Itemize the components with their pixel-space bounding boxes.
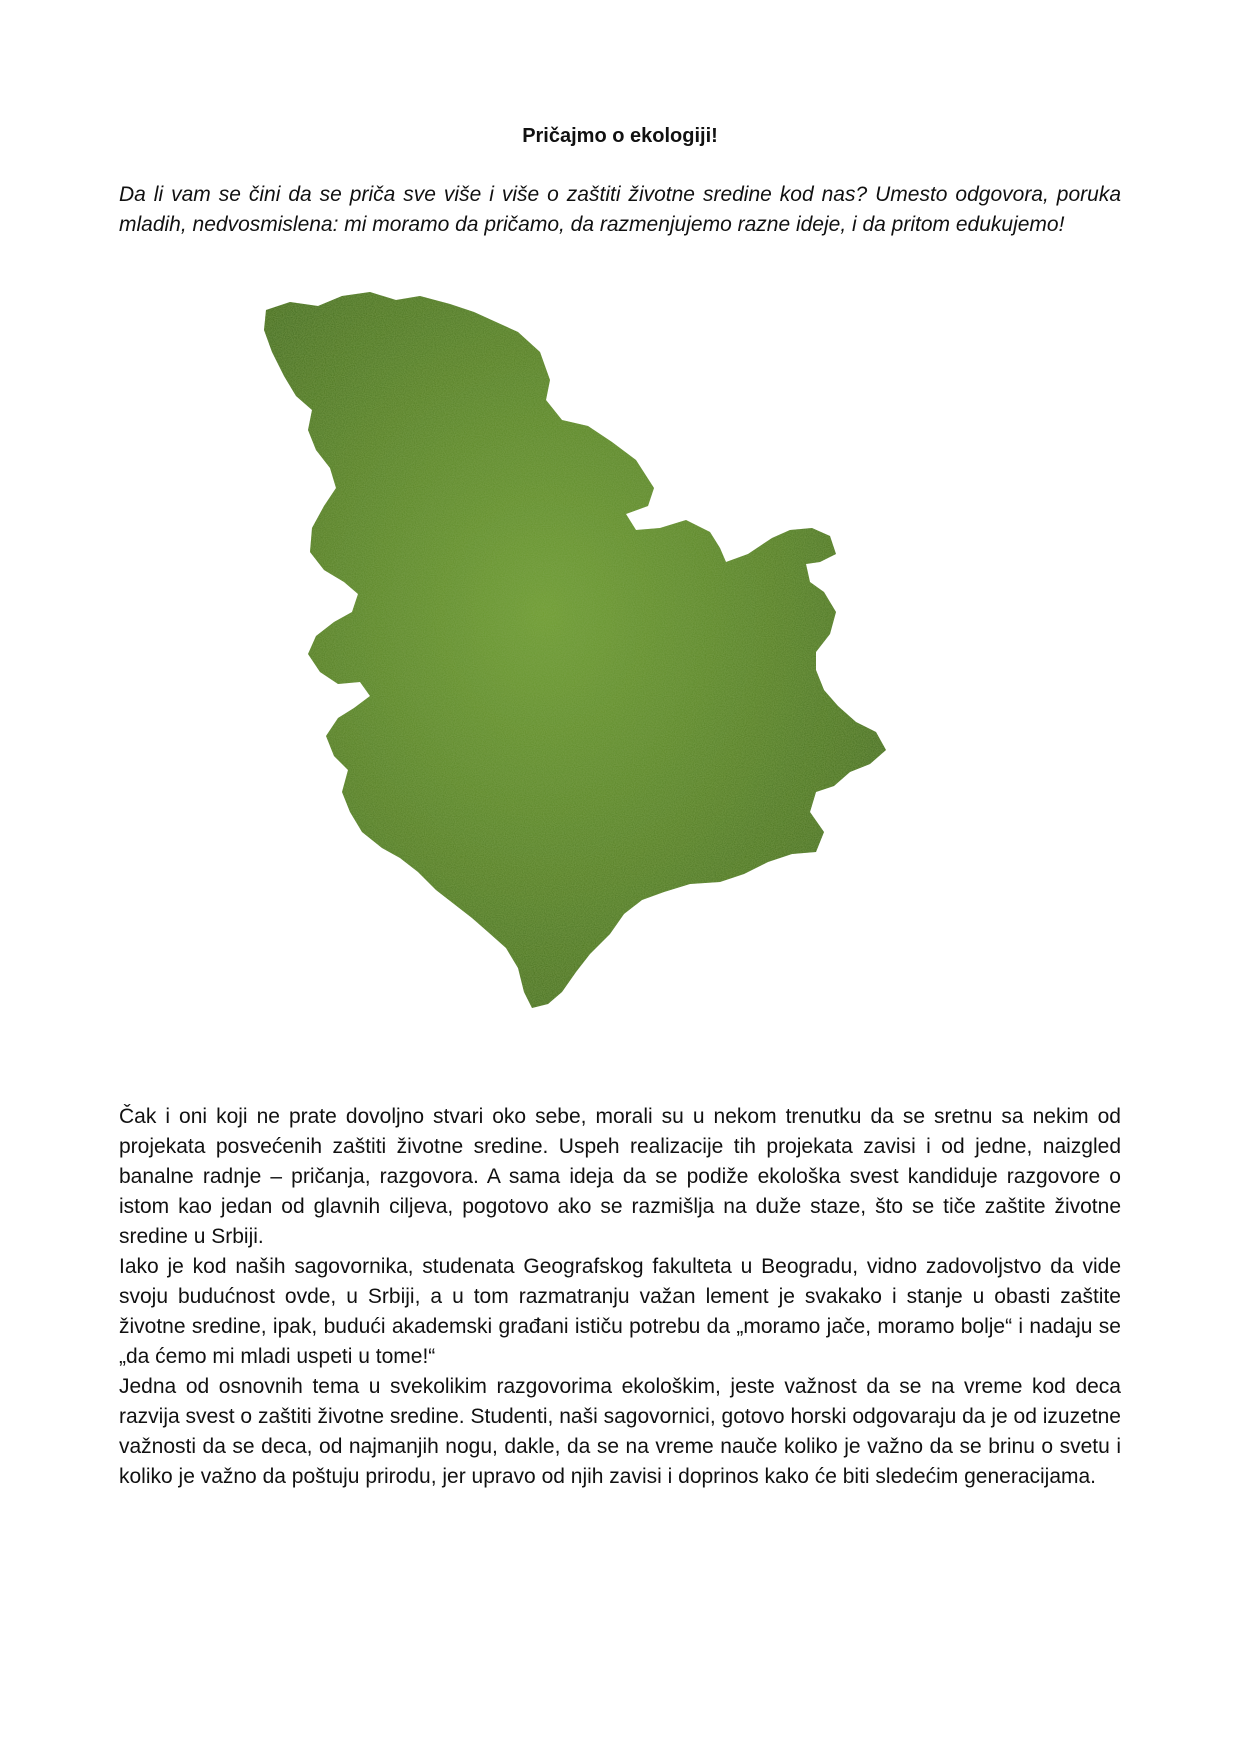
page-title: Pričajmo o ekologiji!	[522, 125, 718, 147]
body-paragraph: Čak i oni koji ne prate dovoljno stvari oko sebe, morali su u nekom trenutku da se sretnu sa nekim od projekata posvećenih zaštiti životne sredine. Uspeh realizacije tih projekata zavisi i od jedne, naizgled banalne radnje – pričanja, razgovora. A sama ideja da se podiže ekološka svest kandiduje razgovore o istom kao jedan od glavnih ciljeva, pogotovo ako se razmišlja na duže staze, što se tiče zaštite životne sredine u Srbiji.	[119, 1105, 1121, 1248]
serbia-map-shape	[264, 292, 886, 1008]
article-body	[119, 1102, 1121, 1492]
body-paragraph: Iako je kod naših sagovornika, studenata Geografskog fakulteta u Beogradu, vidno zadovoljstvo da vide svoju budućnost ovde, u Srbiji, a u tom razmatranju važan lement je svakako i stanje u obasti zaštite životne sredine, ipak, budući akademski građani ističu potrebu da „moramo jače, moramo bolje“ i nadaju se „da ćemo mi mladi uspeti u tome!“	[119, 1255, 1121, 1368]
serbia-map-grass-icon	[250, 292, 950, 1022]
intro-paragraph: Da li vam se čini da se priča sve više i više o zaštiti životne sredine kod nas? Umesto odgovora, poruka mladih, nedvosmislena: mi moramo da pričamo, da razmenjujemo razne ideje, i da pritom edukujemo!	[119, 183, 1121, 236]
body-paragraph: Jedna od osnovnih tema u svekolikim razgovorima ekološkim, jeste važnost da se na vreme kod deca razvija svest o zaštiti životne sredine. Studenti, naši sagovornici, gotovo horski odgovaraju da je od izuzetne važnosti da se deca, od najmanjih nogu, dakle, da se na vreme nauče koliko je važno da se brinu o svetu i koliko je važno da poštuju prirodu, jer upravo od njih zavisi i doprinos kako će biti sledećim generacijama.	[119, 1375, 1121, 1488]
serbia-map-image	[250, 292, 950, 1022]
